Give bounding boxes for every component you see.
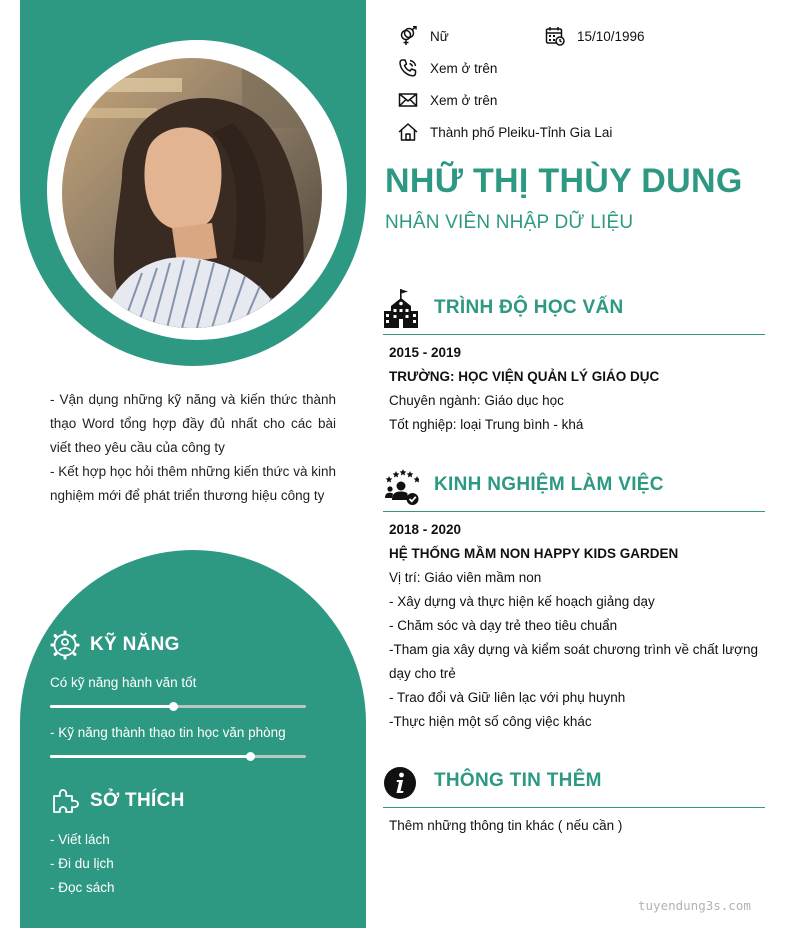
experience-line: - Trao đổi và Giữ liên lạc với phụ huynh bbox=[389, 690, 626, 705]
mail-icon bbox=[398, 90, 418, 110]
additional-heading bbox=[383, 762, 765, 808]
puzzle-icon bbox=[50, 786, 80, 816]
education-major: Chuyên ngành: Giáo dục học bbox=[389, 393, 564, 408]
skill-knob-2 bbox=[246, 752, 255, 761]
skill-fill-2 bbox=[50, 755, 250, 758]
education-body bbox=[389, 341, 769, 437]
skill-label-2: - Kỹ năng thành thạo tin học văn phòng bbox=[50, 725, 286, 740]
additional-text: Thêm những thông tin khác ( nếu cần ) bbox=[389, 818, 623, 833]
experience-heading bbox=[383, 466, 765, 512]
birthday-value: 15/10/1996 bbox=[577, 28, 645, 44]
experience-body bbox=[389, 518, 769, 734]
team-star-icon bbox=[383, 466, 419, 506]
skill-label-1: Có kỹ năng hành văn tốt bbox=[50, 675, 197, 690]
address-value: Thành phố Pleiku-Tỉnh Gia Lai bbox=[430, 124, 613, 140]
additional-body bbox=[389, 814, 769, 838]
contact-email bbox=[398, 90, 497, 110]
home-icon bbox=[398, 122, 418, 142]
education-period: 2015 - 2019 bbox=[389, 345, 462, 360]
experience-line: -Thực hiện một số công việc khác bbox=[389, 714, 592, 729]
gender-icon bbox=[398, 26, 418, 46]
additional-heading-label: THÔNG TIN THÊM bbox=[434, 770, 602, 791]
experience-line: Vị trí: Giáo viên mầm non bbox=[389, 570, 542, 585]
hobby-list bbox=[50, 828, 115, 900]
hobby-item: - Đọc sách bbox=[50, 880, 115, 895]
education-heading bbox=[383, 289, 765, 335]
watermark: tuyendung3s.com bbox=[638, 898, 751, 913]
skill-bar-1 bbox=[50, 705, 306, 708]
experience-company: HỆ THỐNG MẦM NON HAPPY KIDS GARDEN bbox=[389, 546, 679, 561]
summary-line-1: - Vận dụng những kỹ năng và kiến thức thành thạo Word tổng hợp đầy đủ nhất cho các bài viết theo yêu cầu của công ty bbox=[50, 392, 336, 455]
hobbies-heading bbox=[50, 786, 185, 816]
education-heading-label: TRÌNH ĐỘ HỌC VẤN bbox=[434, 297, 624, 318]
career-summary bbox=[50, 388, 336, 508]
phone-icon bbox=[398, 58, 418, 78]
experience-line: -Tham gia xây dựng và kiểm soát chương trình về chất lượng dạy cho trẻ bbox=[389, 642, 758, 681]
experience-period: 2018 - 2020 bbox=[389, 522, 462, 537]
calendar-icon bbox=[545, 26, 565, 46]
job-title: NHÂN VIÊN NHẬP DỮ LIỆU bbox=[385, 212, 634, 233]
experience-line: - Chăm sóc và dạy trẻ theo tiêu chuẩn bbox=[389, 618, 618, 633]
hobby-item: - Đi du lịch bbox=[50, 856, 114, 871]
experience-heading-label: KINH NGHIỆM LÀM VIỆC bbox=[434, 474, 664, 495]
candidate-name: NHỮ THỊ THÙY DUNG bbox=[385, 162, 743, 200]
contact-phone bbox=[398, 58, 497, 78]
gender-value: Nữ bbox=[430, 28, 449, 44]
education-school: TRƯỜNG: HỌC VIỆN QUẢN LÝ GIÁO DỤC bbox=[389, 369, 660, 384]
experience-line: - Xây dựng và thực hiện kế hoạch giảng dạy bbox=[389, 594, 655, 609]
contact-gender bbox=[398, 26, 449, 46]
education-graduation: Tốt nghiệp: loại Trung bình - khá bbox=[389, 417, 584, 432]
gear-person-icon bbox=[50, 630, 80, 660]
contact-address bbox=[398, 122, 612, 142]
skills-heading bbox=[50, 630, 180, 660]
skill-knob-1 bbox=[169, 702, 178, 711]
contact-birthday bbox=[545, 26, 645, 46]
phone-value: Xem ở trên bbox=[430, 60, 498, 76]
skill-fill-1 bbox=[50, 705, 173, 708]
info-icon bbox=[383, 762, 419, 802]
avatar bbox=[62, 58, 322, 328]
summary-line-2: - Kết hợp học hỏi thêm những kiến thức và kinh nghiệm mới để phát triển thương hiệu công ty bbox=[50, 464, 336, 503]
hobbies-heading-label: SỞ THÍCH bbox=[90, 790, 185, 811]
skills-heading-label: KỸ NĂNG bbox=[90, 634, 180, 655]
school-icon bbox=[383, 289, 419, 329]
hobby-item: - Viết lách bbox=[50, 832, 110, 847]
email-value: Xem ở trên bbox=[430, 92, 498, 108]
skill-bar-2 bbox=[50, 755, 306, 758]
